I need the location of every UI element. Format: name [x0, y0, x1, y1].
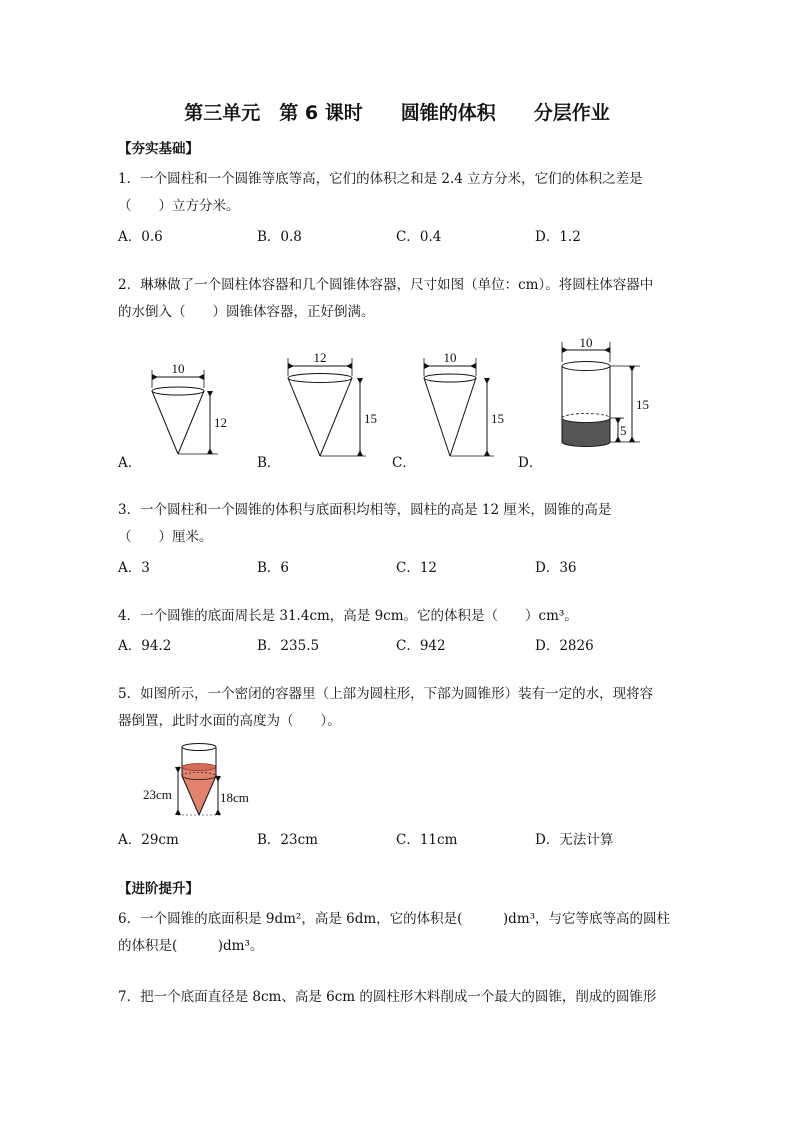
- q5-total-height: 23cm: [143, 787, 172, 802]
- q1-option-b[interactable]: B．0.8: [257, 229, 302, 245]
- q5-cone-height: 18cm: [220, 790, 249, 805]
- q4-option-b[interactable]: B．235.5: [257, 638, 320, 654]
- q4-option-a[interactable]: A．94.2: [118, 638, 172, 654]
- q2-option-b[interactable]: B．: [257, 455, 281, 471]
- fig-b-height: 15: [364, 411, 377, 426]
- q2-option-d[interactable]: D．: [518, 455, 543, 471]
- q5-water: [182, 767, 216, 815]
- q2-text-line2: 的水倒入（ ）圆锥体容器，正好倒满。: [118, 304, 375, 320]
- fig-c-diameter: 10: [443, 350, 457, 365]
- q6-text-line2: 的体积是( )dm³。: [118, 938, 264, 954]
- q5-container-figure: [143, 744, 249, 816]
- q1-text-line2: （ ）立方分米。: [118, 198, 240, 214]
- q7-text-line1: 7．把一个底面直径是 8cm、高是 6cm 的圆柱形木料削成一个最大的圆锥，削成的圆锥形: [118, 989, 657, 1005]
- q6-text-line1: 6．一个圆锥的底面积是 9dm²，高是 6dm，它的体积是( )dm³，与它等底等高的圆柱: [118, 911, 671, 927]
- q5-option-b[interactable]: B．23cm: [257, 832, 318, 848]
- q1-option-a[interactable]: A．0.6: [118, 229, 163, 245]
- q5-text-line2: 器倒置，此时水面的高度为（ ）。: [118, 713, 341, 729]
- q2-option-a[interactable]: A．: [118, 455, 142, 471]
- q1-text-line1: 1．一个圆柱和一个圆锥等底等高，它们的体积之和是 2.4 立方分米，它们的体积之差是: [118, 171, 643, 187]
- fig-c-height: 15: [491, 411, 504, 426]
- q3-option-a[interactable]: A．3: [118, 560, 150, 576]
- q3-option-c[interactable]: C．12: [396, 560, 438, 576]
- q3-text-line1: 3．一个圆柱和一个圆锥的体积与底面积均相等，圆柱的高是 12 厘米，圆锥的高是: [118, 502, 612, 518]
- fig-d-diameter: 10: [579, 335, 593, 350]
- fig-a-diameter: 10: [171, 361, 185, 376]
- q2-text-line1: 2．琳琳做了一个圆柱体容器和几个圆锥体容器，尺寸如图（单位：cm）。将圆柱体容器中: [118, 277, 654, 293]
- q5-option-a[interactable]: A．29cm: [118, 832, 179, 848]
- q1-option-c[interactable]: C．0.4: [396, 229, 442, 245]
- section-heading-advanced: 【进阶提升】: [118, 881, 199, 897]
- q4-option-c[interactable]: C．942: [396, 638, 446, 654]
- fig-d-height: 15: [636, 397, 649, 412]
- page-title: 第三单元 第 6 课时 圆锥的体积 分层作业: [184, 102, 610, 124]
- q4-text-line1: 4．一个圆锥的底面周长是 31.4cm，高是 9cm。它的体积是（ ）cm³。: [118, 608, 578, 624]
- section-heading-basic: 【夯实基础】: [118, 141, 199, 157]
- q3-option-b[interactable]: B．6: [257, 560, 290, 576]
- q3-option-d[interactable]: D．36: [535, 560, 577, 576]
- fig-d-water-height: 5: [620, 423, 627, 438]
- q5-option-c[interactable]: C．11cm: [396, 832, 458, 848]
- fig-b-diameter: 12: [313, 350, 327, 365]
- q3-text-line2: （ ）厘米。: [118, 529, 213, 545]
- q5-text-line1: 5．如图所示，一个密闭的容器里（上部为圆柱形，下部为圆锥形）装有一定的水，现将容: [118, 686, 654, 702]
- q5-option-d[interactable]: D．无法计算: [535, 832, 614, 848]
- q4-option-d[interactable]: D．2826: [535, 638, 594, 654]
- q1-option-d[interactable]: D．1.2: [535, 229, 581, 245]
- q2-option-c[interactable]: C．: [392, 455, 416, 471]
- fig-a-height: 12: [214, 415, 227, 430]
